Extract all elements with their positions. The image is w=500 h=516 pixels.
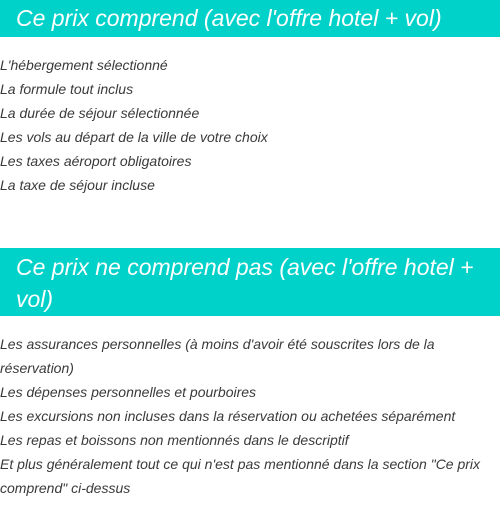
list-item: La durée de séjour sélectionnée [0,105,200,121]
included-section-title: Ce prix comprend (avec l'offre hotel + vol) [0,0,500,37]
list-item: Les assurances personnelles (à moins d'avoir été souscrites lors de la réservation) [0,336,435,376]
excluded-section-title: Ce prix ne comprend pas (avec l'offre hotel + vol) [0,248,500,316]
list-item: Les excursions non incluses dans la réservation ou achetées séparément [0,408,456,424]
list-item: La formule tout inclus [0,81,134,97]
list-item: L'hébergement sélectionné [0,57,168,73]
list-item: La taxe de séjour incluse [0,177,155,193]
included-list [0,53,496,197]
list-item: Les dépenses personnelles et pourboires [0,384,257,400]
list-item: Et plus généralement tout ce qui n'est pas mentionné dans la section "Ce prix comprend" ci-dessus [0,456,481,496]
list-item: Les vols au départ de la ville de votre choix [0,129,268,145]
list-item: Les taxes aéroport obligatoires [0,153,192,169]
excluded-list [0,332,492,500]
list-item: Les repas et boissons non mentionnés dans le descriptif [0,432,349,448]
